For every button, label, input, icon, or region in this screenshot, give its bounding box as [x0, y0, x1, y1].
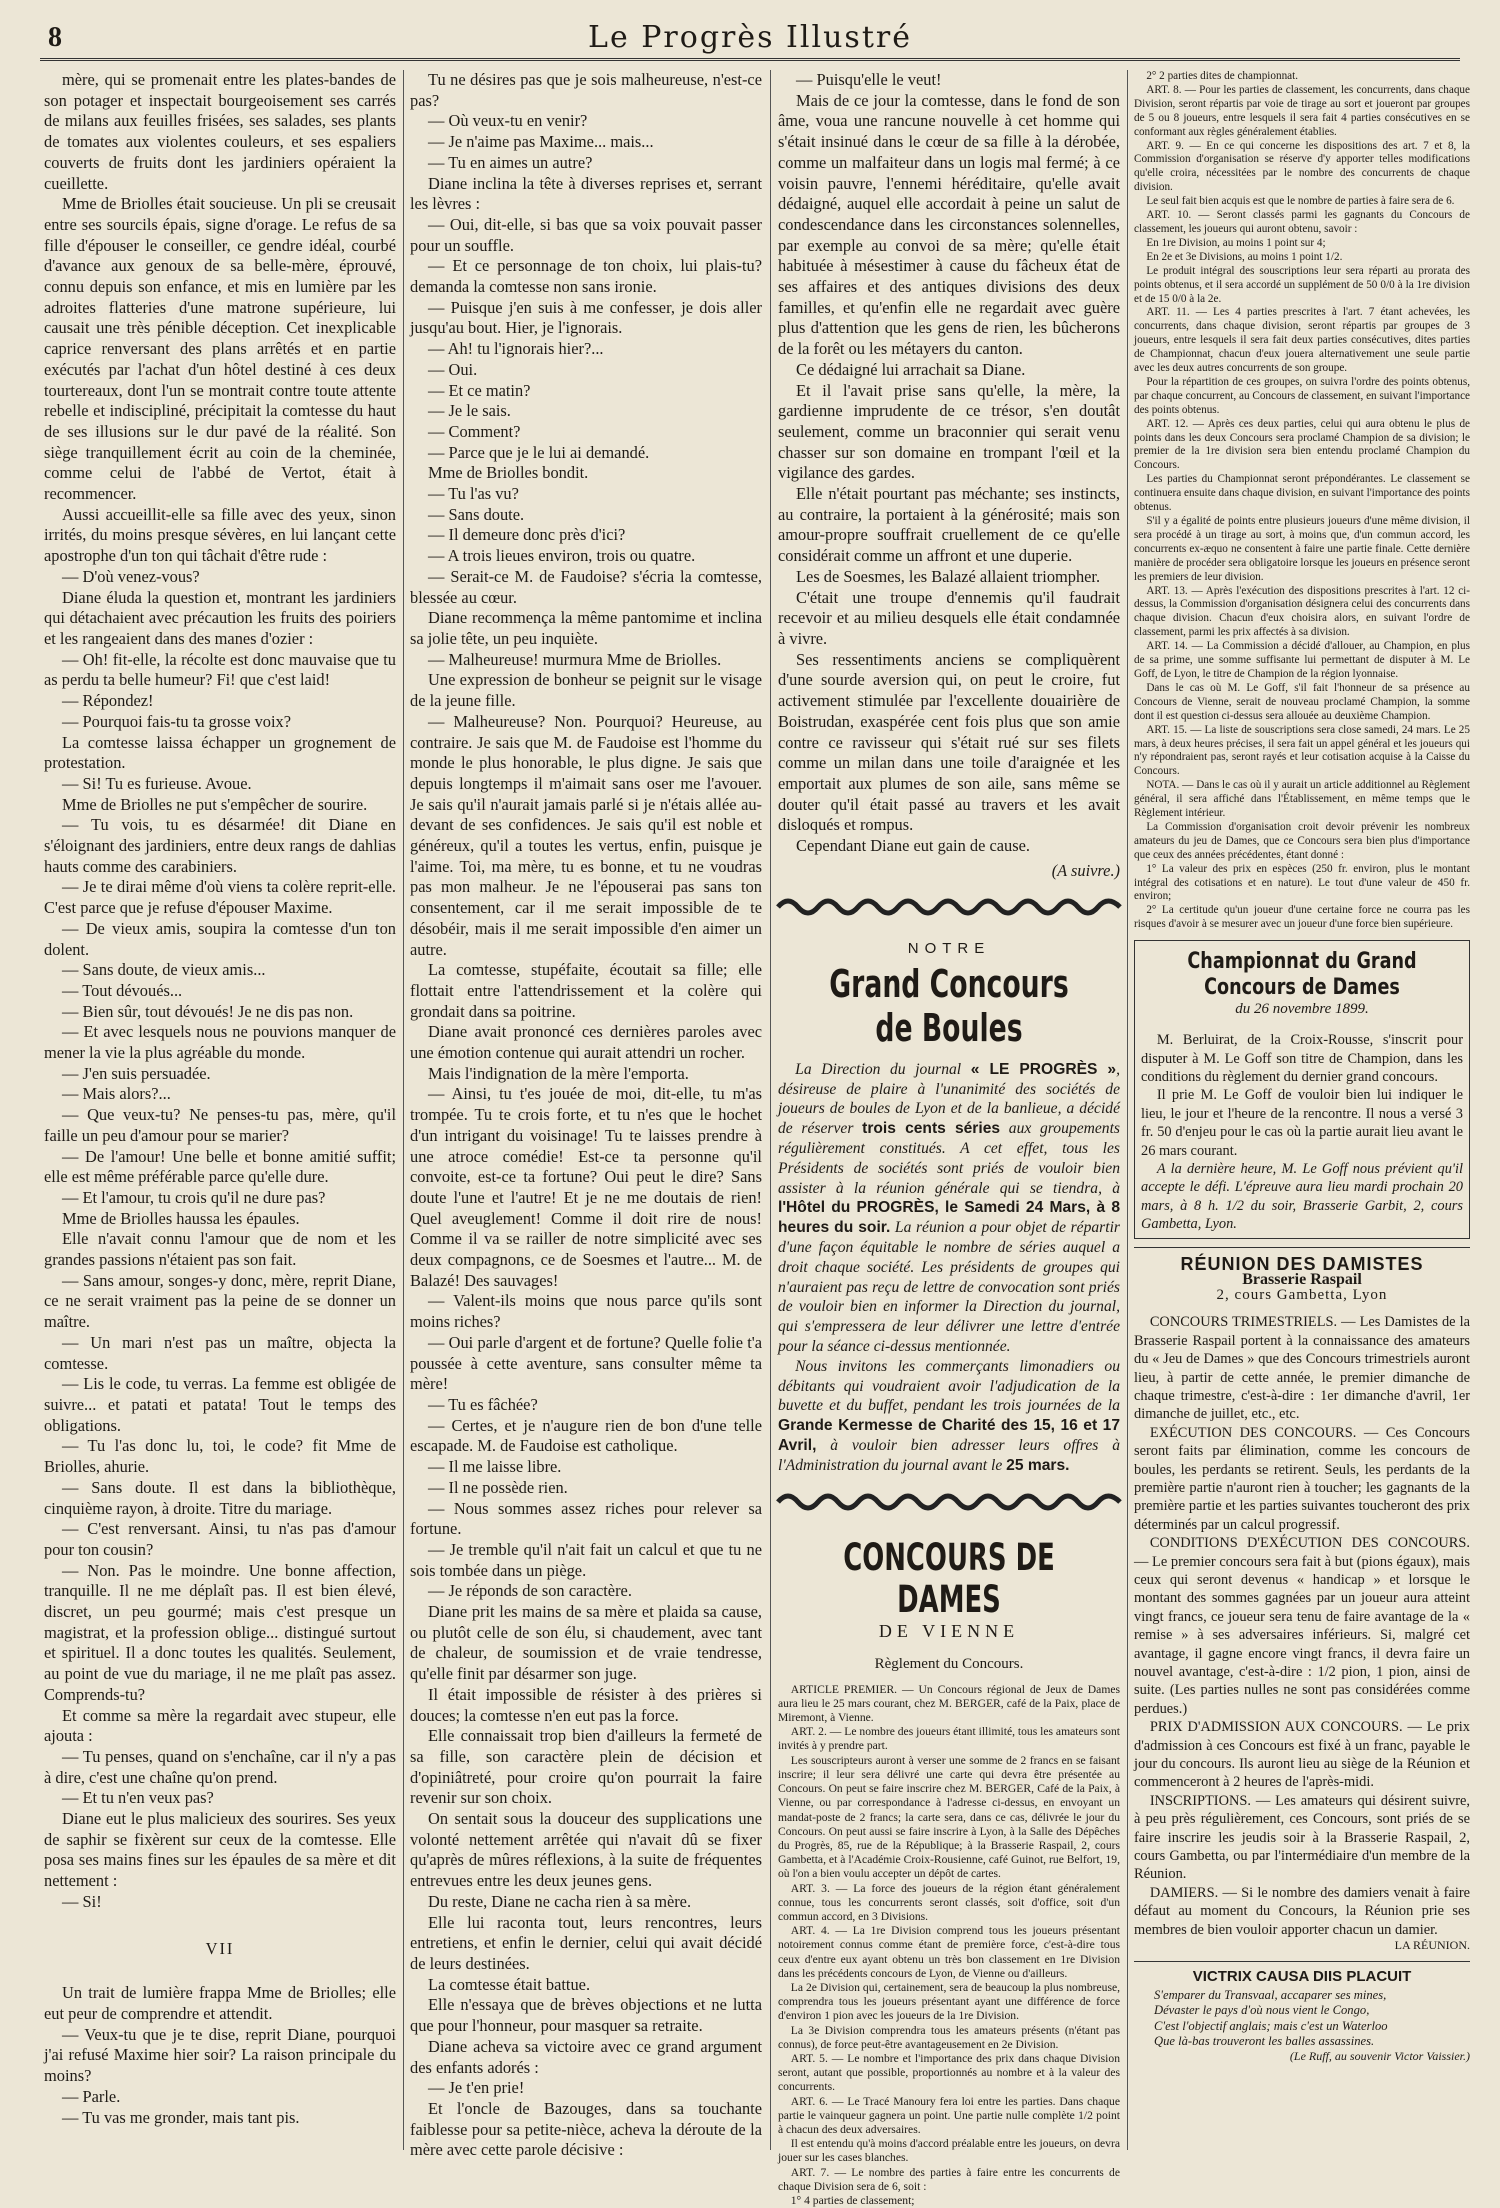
paragraph: — Sans doute. Il est dans la bibliothèque, cinquième rayon, à droite. Titre du mariage. [44, 1477, 396, 1518]
paragraph: Une expression de bonheur se peignit sur le visage de la jeune fille. [410, 670, 762, 711]
paragraph: — Si! [62, 1891, 102, 1911]
paragraph: — Tu l'as donc lu, toi, le code? fit Mme de Briolles, ahurie. [44, 1436, 396, 1477]
paragraph: Ce dédaigné lui arrachait sa Diane. [796, 359, 1026, 379]
paragraph: — Un mari n'est pas un maître, objecta la comtesse. [44, 1332, 396, 1373]
paragraph: — Je n'aime pas Maxime... mais... [428, 132, 654, 152]
paragraph: Et comme sa mère la regardait avec stupeur, elle ajouta : [44, 1705, 396, 1746]
reunion-paragraph: PRIX D'ADMISSION AUX CONCOURS. — Le prix d'admission à ces Concours est fixé à un franc, payable le jour du concours. Ils auront lieu au siège de la Réunion et commenceront à 2 heures de l'après-midi. [1134, 1719, 1470, 1791]
paragraph: — Je t'en prie! [428, 2078, 525, 2098]
paragraph: — Pourquoi fais-tu ta grosse voix? [62, 711, 292, 731]
paragraph: Ses ressentiments anciens se compliquèrent d'une sourde aversion qui, on peut le croire, fut activement stimulée par l'excellente douairière de Boistrudan, exaspérée cent fois plus que son amie contre ce ravisseur qui s'était rué sur ses filets comme un milan dans une toile d'araignée et les emportait aux plumes de son aile, sans même se douter qu'il était passé au travers et les avait disloqués et rompus. [778, 649, 1120, 835]
paragraph: — Sans amour, songes-y donc, mère, reprit Diane, ce ne serait vraiment pas la peine de se donner un maître. [44, 1270, 396, 1332]
paragraph: — Puisque j'en suis à me confesser, je dois aller jusqu'au bout. Hier, je l'ignorais. [410, 297, 762, 338]
reunion-title: RÉUNION DES DAMISTES [1180, 1253, 1424, 1274]
paragraph: — Je te dirai même d'où viens ta colère reprit-elle. C'est parce que je refuse d'épouser Maxime. [44, 877, 396, 918]
paragraph: — Nous sommes assez riches pour relever sa fortune. [410, 1498, 762, 1539]
feuilleton-text [44, 70, 396, 1913]
reglement-article: ART. 13. — Après l'exécution des dispositions prescrites à l'art. 12 ci-dessus, la Commission d'organisation désignera celui des concurrents dans chaque division. Chacun d'eux choisira alors, en suivant l'ordre de classement, parmi les prix affectés à sa division. [1134, 584, 1470, 639]
reglement-article: ART. 14. — La Commission a décidé d'allouer, au Champion, en plus de sa prime, une somme suffisante lui permettant de disputer à M. Le Goff, de Lyon, le titre de Champion de la région lyonnaise. [1134, 640, 1470, 680]
concours-de-dames [778, 1537, 1120, 2208]
paragraph: Elle n'essaya que de brèves objections et ne lutta que pour l'honneur, pour masquer sa retraite. [410, 1995, 762, 2036]
reglement-article: ART. 7. — Le nombre des parties à faire entre les concurrents de chaque Division sera de 6, soit : [778, 2165, 1120, 2193]
column-divider [1127, 70, 1128, 2150]
reglement-article: Les parties du Championnat seront prépondérantes. Le classement se continuera ensuite dans chaque division, en suivant l'importance des points obtenus. [1134, 473, 1470, 514]
paragraph: — Oui parle d'argent et de fortune? Quelle folie t'a poussée à cette aventure, sans consulter même ta mère! [410, 1332, 762, 1394]
poem-signature: (Le Ruff, au souvenir Victor Vaissier.) [1289, 2048, 1470, 2063]
reunion-paragraph: INSCRIPTIONS. — Les amateurs qui désirent suivre, à peu près régulièrement, ces Concours, sont priés de se faire inscrire les jeudis soir à la Brasserie Raspail, 2, cours Gambetta, ou par l'intermédiaire d'un membre de la Réunion. [1134, 1792, 1470, 1883]
championnat-title: Championnat du Grand Concours de Dames [1187, 949, 1417, 1001]
feuilleton-text [410, 70, 762, 2161]
reglement-article: La Commission d'organisation croit devoir prévenir les nombreux amateurs du jeu de Dames, que ce Concours sera bien plus d'importance que ceux des années précédentes, étant donné : [1134, 820, 1470, 861]
paragraph: Elle n'était pourtant pas méchante; ses instincts, au contraire, la portaient à la générosité; mais son amour-propre souffrait cruellement de ce qu'elle considérait comme un affront et une duperie. [778, 484, 1120, 566]
paragraph: — Oui. [428, 359, 478, 379]
paragraph: Mme de Briolles était soucieuse. Un pli se creusait entre ses sourcils épais, signe d'orage. Le refus de sa fille d'épouser le conseiller, ce gendre idéal, courbé d'avance aux genoux de sa belle-mère, éprouvé, connu depuis son enfance, et mis en lumière par les adroites flatteries d'une matrone supérieure, lui causait une très pénible déception. Cet inexplicable caprice renversant des plans arrêtés et en partie exécutés par l'achat d'un hôtel destiné à ces deux tourtereaux, dont l'un se montrait contre toute attente rebelle et indiscipliné, précipitait la comtesse du haut de ses illusions sur le dur pavé de la réalité. Son siège tranquillement écrit au coin de la cheminée, comme celui de l'abbé de Vertot, était à recommencer. [44, 194, 396, 504]
paragraph: Diane éluda la question et, montrant les jardiniers qui détachaient avec précaution les fruits des poiriers et les rangeaient dans des manes d'ozier : [44, 587, 396, 648]
paragraph: — Parce que je le lui ai demandé. [428, 442, 650, 462]
paragraph: Diane acheva sa victoire avec ce grand argument des enfants adorés : [410, 2036, 762, 2077]
paragraph: — Malheureuse? Non. Pourquoi? Heureuse, au contraire. Je sais que M. de Faudoise est l'homme du monde le plus honorable, le plus digne. Je sais que depuis longtemps il m'aimait sans oser me l'avouer. Je sais qu'il n'aurait jamais parlé si je n'étais allée au-devant de ses confidences. Je sais qu'il est noble et généreux, qu'il a toutes les vertus, enfin, puisque je l'aime. Toi, ma mère, tu es bonne, et tu ne voudras pas mon malheur. Je ne l'épouserai pas sans ton consentement, car il me serait impossible de te désobéir, mais il me serait impossible d'en aimer un autre. [410, 711, 762, 959]
paragraph: — Si! Tu es furieuse. Avoue. [62, 773, 252, 793]
paragraph: — Je réponds de son caractère. [428, 1581, 632, 1601]
reunion-paragraph: DAMIERS. — Si le nombre des damiers venait à faire défaut au moment du Concours, la Réunion prie ses membres de bien vouloir apporter chacun un damier. [1134, 1884, 1470, 1938]
paragraph: La comtesse laissa échapper un grognement de protestation. [44, 732, 396, 773]
paragraph: Mme de Briolles bondit. [428, 463, 589, 483]
paragraph: — Parle. [62, 2086, 121, 2106]
paragraph: — Lis le code, tu verras. La femme est obligée de suivre... et patati et patata! Tout le temps des obligations. [44, 1374, 396, 1435]
paragraph: — De vieux amis, soupira la comtesse d'un ton dolent. [44, 918, 396, 959]
reglement-heading: Règlement du Concours. [874, 1655, 1024, 1672]
reglement-article: ART. 3. — La force des joueurs de la région étant généralement connue, tous les concurrents seront classés, soit d'office, soit d'un commun accord, en 3 Divisions. [778, 1881, 1120, 1923]
paragraph: — Certes, et je n'augure rien de bon d'une telle escapade. M. de Faudoise est catholique. [410, 1415, 762, 1456]
paragraph: Diane prit les mains de sa mère et plaida sa cause, ou plutôt celle de son élu, si chaudement, avec tant de chaleur, de soumission et de vraie tendresse, qu'elle finit par désarmer son juge. [410, 1602, 762, 1684]
reunion-signature: LA RÉUNION. [1394, 1938, 1470, 1953]
reunion-venue: Brasserie Raspail [1242, 1271, 1362, 1289]
announcement-paragraph-1: La Direction du journal « LE PROGRÈS », désireuse de plaire à l'unanimité des sociétés de joueurs de boules de Lyon et de la banlieue, a décidé de réserver trois cents séries aux groupements régulièrement constitués. A cet effet, tous les Présidents de sociétés sont priés de vouloir bien assister à la réunion générale qui se tiendra, à l'Hôtel du PROGRÈS, le Samedi 24 Mars, à 8 heures du soir. La réunion a pour objet de répartir d'une façon équitable le nombre de séries auquel a droit chaque société. Les présidents de groupes qui n'auraient pas reçu de lettre de convocation sont priés de vouloir bien en informer la Direction du journal, qui s'empressera de leur délivrer une lettre d'entrée pour la séance ci-dessus mentionnée. [778, 1060, 1120, 1355]
boules-announcement [778, 939, 1120, 1475]
paragraph: — Et avec lesquels nous ne pouvions manquer de mener la vie la plus agréable du monde. [44, 1022, 396, 1063]
reglement-article: ART. 9. — En ce qui concerne les dispositions des art. 7 et 8, la Commission d'organisation se réserve d'y apporter telles modifications qu'elle croira, nécessitées par le nombre des concurrents de chaque division. [1134, 139, 1470, 194]
paragraph: — Et tu n'en veux pas? [62, 1788, 214, 1808]
reglement-articles [778, 1683, 1120, 2208]
reglement-article: NOTA. — Dans le cas où il y aurait un article additionnel au Règlement général, il sera affiché dans l'Établissement, en même temps que le Règlement intérieur. [1134, 779, 1470, 820]
championnat-date: du 26 novembre 1899. [1235, 1001, 1369, 1018]
paragraph: — A trois lieues environ, trois ou quatre. [428, 546, 696, 566]
paragraph: Diane inclina la tête à diverses reprises et, serrant les lèvres : [410, 173, 762, 214]
paragraph: On sentait sous la douceur des supplications une volonté nettement arrêtée qui n'avait dû se fixer qu'après de mûres réflexions, à la suite de fréquentes entrevues entre les deux jeunes gens. [410, 1809, 762, 1891]
reglement-article: Les souscripteurs auront à verser une somme de 2 francs en se faisant inscrire; il leur sera délivré une carte qui devra être présentée au Concours. On peut se faire inscrire chez M. BERGER, Café de la Paix, à Vienne, ou par correspondance à l'adresse ci-dessus, en envoyant un mandat-poste de 2 francs; la carte sera, dans ce cas, délivrée le jour du Concours. On peut aussi se faire inscrire à Lyon, à la Salle des Dépêches du Progrès, 85, rue de la République; à la Brasserie Raspail, 2, cours Gambetta, et à l'Académie Croix-Rousienne, café Guinot, rue Belfort, 19, où l'on a bien voulu accepter un dépôt de cartes. [778, 1753, 1120, 1881]
announcement-title: Grand Concours de Boules [829, 961, 1069, 1050]
reglement-article: En 1re Division, au moins 1 point sur 4; [1146, 236, 1326, 249]
poem-line: C'est l'objectif anglais; mais c'est un Waterloo [1154, 2018, 1388, 2033]
paragraph: — Il me laisse libre. [428, 1457, 562, 1477]
paragraph: — Serait-ce M. de Faudoise? s'écria la comtesse, blessée au cœur. [410, 566, 762, 607]
paragraph: Diane avait prononcé ces dernières paroles avec une émotion contenue qui aurait attendri un rocher. [410, 1022, 762, 1063]
paragraph: — De l'amour! Une belle et bonne amitié suffit; elle est même préférable parce qu'elle dure. [44, 1146, 396, 1187]
journal-title: Le Progrès Illustré [588, 20, 912, 55]
paragraph: — Tu penses, quand on s'enchaîne, car il n'y a pas à dire, c'est une chaîne qu'on prend. [44, 1746, 396, 1787]
championnat-paragraph: Il prie M. Le Goff de vouloir bien lui indiquer le lieu, le jour et l'heure de la rencontre. Il nous a versé 3 fr. 50 d'enjeu pour le cas où la partie aurait lieu avant le 26 mars courant. [1141, 1087, 1463, 1159]
poem-line: Dévaster le pays d'où nous vient le Congo, [1154, 2003, 1370, 2018]
paragraph: — Non. Pas le moindre. Une bonne affection, tranquille. Il ne me déplaît pas. Il est bien élevé, discret, un peu gourmé; mais c'est presque un magistrat, et la profession oblige... distingué surtout et spirituel. Il a donc toutes les qualités. Seulement, au point de vue du mariage, il ne me plaît pas assez. Comprends-tu? [44, 1560, 396, 1704]
paragraph: Mme de Briolles haussa les épaules. [62, 1208, 300, 1228]
wave-divider [778, 893, 1120, 921]
reglement-article: ART. 11. — Les 4 parties prescrites à l'art. 7 étant achevées, les concurrents, dans chaque division, seront répartis par groupes de 3 joueurs, entre lesquels il sera fait deux parties consécutives, dites parties de Championnat, chacun d'eux jouera alternativement une seule partie avec les deux autres concurrents de son groupe. [1134, 306, 1470, 375]
reglement-article: ART. 12. — Après ces deux parties, celui qui aura obtenu le plus de points dans les deux Concours sera proclamé Champion de sa division; le premier de la 1re division sera bien entendu proclamé Champion du Concours. [1134, 417, 1470, 472]
paragraph: — Bien sûr, tout dévoués! Je ne dis pas non. [62, 1001, 354, 1021]
reglement-article: S'il y a égalité de points entre plusieurs joueurs d'une même division, il sera procédé à un tirage au sort, à moins que, d'un commun accord, les concurrents ex-æquo ne consentent à faire une partie finale. Cette dernière manière de procéder sera obligatoire lorsque les joueurs en présence seront les premiers de leur division. [1134, 515, 1470, 583]
paragraph: — Et ce matin? [428, 380, 531, 400]
paragraph: — Tu l'as vu? [428, 484, 519, 504]
paragraph: mère, qui se promenait entre les plates-bandes de son potager et inspectait bourgeoisement ses carrés de milans aux feuilles frisées, ses salades, ses plants de tomates aux violentes couleurs, et ses espaliers couverts de fruits dont les jardiniers opéraient la cueillette. [44, 70, 396, 193]
paragraph: — Sans doute. [428, 504, 525, 524]
paragraph: Diane eut le plus malicieux des sourires. Ses yeux de saphir se fixèrent sur ceux de la comtesse. Elle posa ses mains fines sur les épaules de sa mère et dit nettement : [44, 1809, 396, 1891]
feuilleton-text [778, 70, 1120, 857]
reglement-article: ART. 15. — La liste de souscriptions sera close samedi, 24 mars. Le 25 mars, à deux heures précises, il sera fait un appel général et les joueurs qui n'y répondraient pas, seront rayés et leur cotisation acquise à la Caisse du Concours. [1134, 723, 1470, 778]
paragraph: — Ah! tu l'ignorais hier?... [428, 339, 604, 359]
reglement-article: ART. 10. — Seront classés parmi les gagnants du Concours de classement, les joueurs qui auront obtenu, savoir : [1134, 209, 1470, 235]
reglement-article: 1° 4 parties de classement; [790, 2193, 915, 2207]
paragraph: C'était une troupe d'ennemis qu'il faudrait recevoir et au milieu desquels elle était condamnée à vivre. [778, 587, 1120, 648]
paragraph: Mais l'indignation de la mère l'emporta. [428, 1063, 689, 1083]
paragraph: — Il ne possède rien. [428, 1477, 568, 1497]
paragraph: Elle n'avait connu l'amour que de nom et les grandes passions n'étaient pas son fait. [44, 1229, 396, 1270]
paragraph: Il était impossible de résister à des prières si douces; la comtesse n'en eut pas la force. [410, 1684, 762, 1725]
to-be-continued: (A suivre.) [1051, 860, 1120, 880]
reglement-article: 1° La valeur des prix en espèces (250 fr. environ, plus le montant intégral des cotisations et en nature). Le tout d'une valeur de 450 fr. environ; [1134, 862, 1470, 903]
concours-title: CONCOURS DE DAMES [843, 1536, 1055, 1622]
paragraph: — Puisqu'elle le veut! [796, 70, 942, 89]
paragraph: — C'est renversant. Ainsi, tu n'as pas d'amour pour ton cousin? [44, 1519, 396, 1559]
reglement-article: ART. 2. — Le nombre des joueurs étant illimité, tous les amateurs sont invités à y prendre part. [778, 1725, 1120, 1753]
paragraph: — D'où venez-vous? [62, 566, 200, 586]
reglement-article: 2° La certitude qu'un joueur d'une certaine force ne courra pas les risques d'avoir à se mesurer avec un joueur d'une force bien supérieure. [1134, 904, 1470, 931]
paragraph: Les de Soesmes, les Balazé allaient triompher. [796, 566, 1101, 586]
reglement-article: Le seul fait bien acquis est que le nombre de parties à faire sera de 6. [1146, 195, 1455, 208]
page-number: 8 [48, 22, 62, 53]
paragraph: Diane recommença la même pantomime et inclina sa jolie tête, un peu inquiète. [410, 608, 762, 648]
paragraph: La comtesse était battue. [428, 1974, 591, 1994]
paragraph: Un trait de lumière frappa Mme de Briolles; elle eut peur de comprendre et attendit. [44, 1983, 396, 2023]
paragraph: — Tout dévoués... [62, 980, 183, 1000]
paragraph: Cependant Diane eut gain de cause. [796, 836, 1030, 856]
paragraph: Elle connaissait trop bien d'ailleurs la fermeté de sa fille, son caractère plein de décision et d'opiniâtreté, pour croire qu'on pourrait la faire revenir sur son choix. [410, 1726, 762, 1808]
paragraph: — Ainsi, tu t'es jouée de moi, dit-elle, tu m'as trompée. Tu te crois forte, et tu n'es que le hochet d'un intrigant du voisinage! Tu te laisses prendre à une atroce comédie! Est-ce ta personne qu'il convoite, est-ce ta fortune? Oui peut le dire? Sans doute l'une et l'autre! Et je ne me doutais de rien! Quel aveuglement! Comme il doit rire de nous! Comme il va se railler de notre simplicité avec ses deux compagnons, ce de Soesmes et l'autre... M. de Balazé! Des sauvages! [410, 1084, 762, 1290]
paragraph: — Je le sais. [428, 401, 511, 421]
championnat-box [1134, 940, 1470, 1238]
paragraph: — Valent-ils moins que nous parce qu'ils sont moins riches? [410, 1291, 762, 1332]
paragraph: Du reste, Diane ne cacha rien à sa mère. [428, 1891, 692, 1911]
paragraph: — Oh! fit-elle, la récolte est donc mauvaise que tu as perdu ta belle humeur? Fi! que c'est laid! [44, 649, 396, 690]
column-3 [778, 70, 1120, 2207]
paragraph: Et il l'avait prise sans qu'elle, la mère, la gardienne imprudente de ce trésor, s'en doutât seulement, comme un braconnier qui serait venu chasser sur son domaine en trompant l'œil et la vigilance des gardes. [778, 380, 1120, 483]
announcement-kicker: NOTRE [907, 940, 991, 958]
paragraph: Mme de Briolles ne put s'empêcher de sourire. [62, 794, 368, 814]
feuilleton-text-continued [44, 1983, 396, 2128]
paragraph: Elle lui raconta tout, leurs rencontres, leurs entretiens, et enfin le dernier, celui qui avait décidé de leurs destinées. [410, 1912, 762, 1973]
reglement-article: Pour la répartition de ces groupes, on suivra l'ordre des points obtenus, par chaque concurrent, au Concours de classement, en suivant l'importance des points obtenus. [1134, 375, 1470, 416]
paragraph: — Tu es fâchée? [428, 1395, 538, 1414]
paragraph: — Mais alors?... [62, 1084, 171, 1104]
paragraph: — Comment? [428, 421, 521, 441]
paragraph: — J'en suis persuadée. [62, 1063, 211, 1083]
reglement-article: ARTICLE PREMIER. — Un Concours régional de Jeux de Dames aura lieu le 25 mars courant, chez M. BERGER, café de la Paix, place de Miremont, à Vienne. [778, 1682, 1120, 1725]
paragraph: Et l'oncle de Bazouges, dans sa touchante faiblesse pour sa petite-nièce, acheva la déroute de la mère avec cette parole décisive : [410, 2098, 762, 2160]
concours-subtitle: DE VIENNE [878, 1621, 1020, 1642]
column-divider [403, 70, 404, 2150]
section-rule [1134, 1961, 1470, 1962]
paragraph: — Où veux-tu en venir? [428, 111, 588, 131]
paragraph: — Tu en aimes un autre? [428, 152, 593, 172]
paragraph: — Sans doute, de vieux amis... [62, 960, 266, 980]
column-2 [410, 70, 762, 2160]
paragraph: — Malheureuse! murmura Mme de Briolles. [428, 649, 722, 669]
reglement-article: La 3e Division comprendra tous les amateurs présents (n'étant pas connus), de force peut-être avantageusement en 2e Division. [778, 2023, 1120, 2051]
poem-line: Que là-bas trouveront les balles assassines. [1154, 2034, 1375, 2049]
championnat-paragraph: M. Berluirat, de la Croix-Rousse, s'inscrit pour disputer à M. Le Goff son titre de Champion, dans les conditions du règlement du dernier grand concours. [1141, 1032, 1463, 1085]
paragraph: — Oui, dit-elle, si bas que sa voix pouvait passer pour un souffle. [410, 214, 762, 255]
page-header [40, 18, 1460, 55]
poem-title: VICTRIX CAUSA DIIS PLACUIT [1192, 1968, 1412, 1985]
reunion-address: 2, cours Gambetta, Lyon [1216, 1287, 1388, 1304]
paragraph: — Je tremble qu'il n'ait fait un calcul et que tu ne sois tombée dans un piège. [410, 1539, 762, 1580]
paragraph: — Que veux-tu? Ne penses-tu pas, mère, qu'il faille un peu d'amour pour se marier? [44, 1105, 396, 1145]
column-1 [44, 70, 396, 2150]
paragraph: La comtesse, stupéfaite, écoutait sa fille; elle flottait entre l'attendrissement et la colère qui grondait dans sa poitrine. [410, 960, 762, 1021]
section-rule [1134, 1247, 1470, 1248]
championnat-paragraph: A la dernière heure, M. Le Goff nous prévient qu'il accepte le défi. L'épreuve aura lieu mardi prochain 20 mars, à 8 h. 1/2 du soir, Brasserie Garbit, 2, cours Gambetta, Lyon. [1141, 1160, 1463, 1233]
column-4 [1134, 70, 1470, 2150]
reglement-article: ART. 8. — Pour les parties de classement, les concurrents, dans chaque Division, seront répartis par voie de tirage au sort et joueront par groupes de 5 ou 8 joueurs, entre lesquels il sera fait 4 parties consécutives en se conformant aux règles généralement établies. [1134, 83, 1470, 138]
paragraph: Aussi accueillit-elle sa fille avec des yeux, sinon irrités, du moins presque sévères, en lui lançant cette apostrophe d'un ton qui tâchait d'être rude : [44, 504, 396, 566]
reglement-article: ART. 4. — La 1re Division comprend tous les joueurs présentant notoirement connus comme étant de première force, c'est-à-dire tous ceux d'entre eux ayant obtenu un très bon classement en 1re Division dans les précédents concours de Lyon, de Vienne ou d'ailleurs. [778, 1924, 1120, 1980]
paragraph: — Veux-tu que je te dise, reprit Diane, pourquoi j'ai refusé Maxime hier soir? La raison principale du moins? [44, 2024, 396, 2086]
reglement-article: 2° 2 parties dites de championnat. [1146, 70, 1299, 82]
paragraph: Mais de ce jour la comtesse, dans le fond de son âme, voua une rancune nouvelle à cet homme qui s'était insinué dans le cœur de sa fille à la dérobée, comme un malfaiteur dans un logis mal fermé; à ce voisin pauvre, l'ennemi héréditaire, qu'elle avait dédaigné, auquel elle accordait à peine un salut de condescendance dans les circonstances solennelles, par exemple au convoi de sa mère; qu'elle était habituée à mésestimer à cause du fâcheux état de ses affaires et des antiques divisions des deux familles, et qu'enfin elle ne regardait avec guère plus d'attention que les gens de rien, les bûcherons de la forêt ou les métayers du canton. [778, 90, 1120, 359]
reglement-article: En 2e et 3e Divisions, au moins 1 point 1/2. [1146, 250, 1343, 263]
header-rule [40, 58, 1460, 61]
reunion-paragraph: EXÉCUTION DES CONCOURS. — Ces Concours seront faits par élimination, comme les concours de boules, les perdants se retirent. Seuls, les perdants de la première partie n'auront rien à toucher; les gagnants de la première partie et les parties suivantes toucheront des prix déterminés par un calcul progressif. [1134, 1424, 1470, 1533]
chapter-number: VII [205, 1938, 235, 1958]
paragraph: — Tu vois, tu es désarmée! dit Diane en s'éloignant des jardiniers, entre deux rangs de dahlias hauts comme des carabiniers. [44, 815, 396, 876]
paragraph: — Répondez! [62, 691, 154, 711]
reunion-paragraph: CONDITIONS D'EXÉCUTION DES CONCOURS. — Le premier concours sera fait à but (pions égaux), mais ceux qui seront devenus « handicap » et lorsque le montant des sommes gagnées par un joueur aura atteint vingt francs, ce joueur sera tenu de faire avantage de la « remise » à ses adversaires inférieurs. Si, malgré cet avantage, il gagne encore vingt francs, il devra faire un nouvel avantage, c'est-à-dire : 1/2 pion, 1 pion, ainsi de suite. (Les parties nulles ne sont pas considérées comme perdues.) [1134, 1535, 1470, 1717]
paragraph: — Il demeure donc près d'ici? [428, 525, 626, 545]
reglement-article: Le produit intégral des souscriptions leur sera réparti au prorata des points obtenus, et il sera accordé un supplément de 50 0/0 à la 1re division et de 15 0/0 à la 2e. [1134, 264, 1470, 305]
paragraph: — Et ce personnage de ton choix, lui plais-tu? demanda la comtesse non sans ironie. [410, 256, 762, 297]
wave-divider [778, 1488, 1120, 1516]
reglement-article: Dans le cas où M. Le Goff, s'il fait l'honneur de sa présence au Concours de Vienne, serait de nouveau proclamé Champion, la somme dont il est question ci-dessus sera allouée au deuxième Champion. [1134, 681, 1470, 722]
reunion-paragraph: CONCOURS TRIMESTRIELS. — Les Damistes de la Brasserie Raspail portent à la connaissance des amateurs du « Jeu de Dames » que des Concours trimestriels auront lieu, à partir de cette année, le premier dimanche de chaque trimestre, c'est-à-dire : 1er dimanche d'avril, 1er dimanche de juillet, etc., etc. [1134, 1314, 1470, 1423]
reglement-article: ART. 6. — Le Tracé Manoury fera loi entre les parties. Dans chaque partie le vainqueur gagnera un point. Une partie nulle complète 1/2 point à chacun des deux adversaires. [778, 2094, 1120, 2136]
paragraph: — Et l'amour, tu crois qu'il ne dure pas? [62, 1187, 326, 1207]
announcement-paragraph-2: Nous invitons les commerçants limonadiers ou débitants qui voudraient avoir l'adjudication de la buvette et du buffet, pendant les trois journées de la Grande Kermesse de Charité des 15, 16 et 17 Avril, à vouloir bien adresser leurs offres à l'Administration du journal avant le 25 mars. [778, 1357, 1120, 1474]
paragraph: Tu ne désires pas que je sois malheureuse, n'est-ce pas? [410, 70, 762, 110]
reglement-article: La 2e Division qui, certainement, sera de beaucoup la plus nombreuse, comprendra tous les joueurs présentant ayant une différence de force d'environ 1 pion avec les joueurs de la 1re Division. [778, 1980, 1120, 2023]
reglement-article: Il est entendu qu'à moins d'accord préalable entre les joueurs, on devra jouer sur les cases blanches. [778, 2137, 1120, 2165]
poem-line: S'emparer du Transvaal, accaparer ses mines, [1154, 1987, 1387, 2002]
column-divider [770, 70, 771, 2150]
reglement-articles-continued [1134, 70, 1470, 932]
reglement-article: ART. 5. — Le nombre et l'importance des prix dans chaque Division seront, autant que possible, proportionnés au nombre et à la valeur des concurrents. [778, 2051, 1120, 2094]
reunion-paragraphs [1134, 1313, 1470, 1939]
paragraph: — Tu vas me gronder, mais tant pis. [62, 2107, 300, 2127]
poem-lines [1134, 1988, 1470, 2050]
